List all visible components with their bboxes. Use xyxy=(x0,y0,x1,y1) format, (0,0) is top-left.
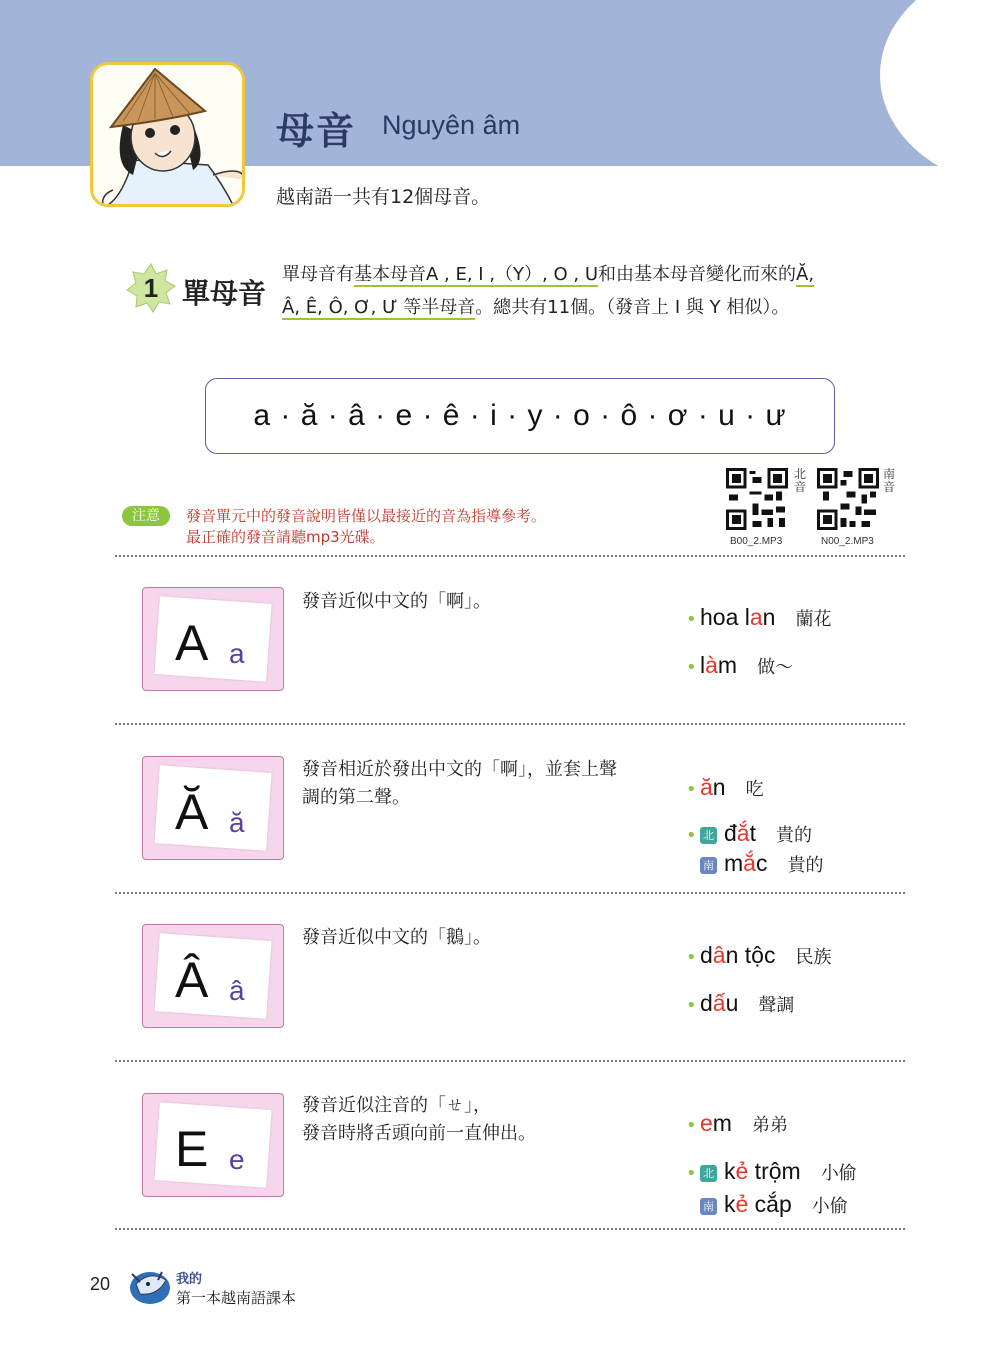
qr-south-label: 南音 xyxy=(883,467,896,494)
example-word: • làm 做～ xyxy=(686,652,794,678)
divider xyxy=(115,892,905,894)
section-number-badge xyxy=(125,262,177,314)
example-word-north: • 北 kẻ trộm 小偷 xyxy=(686,1158,857,1184)
intro-text: 越南語一共有12個母音。 xyxy=(276,186,491,208)
section-number: 1 xyxy=(143,273,159,303)
vowel-card-a xyxy=(142,587,284,691)
vowel-card-lower: a xyxy=(229,638,245,669)
example-word-south: 南 mắc 貴的 xyxy=(700,850,823,877)
south-region-icon: 南 xyxy=(700,857,717,874)
qr-north-file: B00_2.MP3 xyxy=(730,536,783,547)
south-region-icon: 南 xyxy=(700,1198,717,1215)
page-number: 20 xyxy=(90,1274,111,1294)
divider xyxy=(115,1060,905,1062)
example-word: • ăn 吃 xyxy=(686,774,764,800)
mascot-illustration xyxy=(90,62,245,207)
vowel-explanation: 發音近似注音的「ㄝ」， 發音時將舌頭向前一直伸出。 xyxy=(302,1095,536,1144)
divider xyxy=(115,555,905,557)
divider xyxy=(115,723,905,725)
vowel-card-lower: â xyxy=(229,975,245,1006)
vowel-card-upper: E xyxy=(175,1121,209,1177)
vowel-explanation: 發音近似中文的「啊」。 xyxy=(302,591,491,612)
series-label-small: 我的 xyxy=(176,1272,203,1287)
series-title: 第一本越南語課本 xyxy=(176,1289,297,1307)
example-word-south: 南 kẻ cắp 小偷 xyxy=(700,1191,848,1218)
example-word-north: • 北 đắt 貴的 xyxy=(686,820,812,846)
section-title: 單母音 xyxy=(182,277,267,310)
qr-north-label: 北音 xyxy=(794,467,807,494)
vowel-card-a-circumflex xyxy=(142,924,284,1028)
example-word: • dấu 聲調 xyxy=(686,990,795,1016)
page-title-vietnamese: Nguyên âm xyxy=(382,110,521,140)
vowel-card-lower: e xyxy=(229,1144,245,1175)
note-text: 發音單元中的發音說明皆僅以最接近的音為指導參考。 最正確的發音請聽mp3光碟。 xyxy=(186,507,547,546)
series-logo-icon xyxy=(128,1266,174,1306)
note-badge: 注意 xyxy=(122,506,170,526)
page-title-chinese: 母音 xyxy=(276,109,357,153)
qr-south-file: N00_2.MP3 xyxy=(821,536,874,547)
example-word: • dân tộc 民族 xyxy=(686,942,832,968)
vowel-list-box: a · ă · â · e · ê · i · y · o · ô · ơ · u · ư xyxy=(205,378,835,454)
vowel-card-a-breve xyxy=(142,756,284,860)
vowel-card-upper: Ă xyxy=(175,784,209,840)
vowel-card-upper: A xyxy=(175,615,209,671)
vowel-card-e xyxy=(142,1093,284,1197)
qr-code-north[interactable] xyxy=(726,468,788,534)
north-region-icon: 北 xyxy=(700,827,717,844)
vowel-card-lower: ă xyxy=(229,807,245,838)
qr-code-south[interactable] xyxy=(817,468,879,534)
north-region-icon: 北 xyxy=(700,1165,717,1182)
example-word: • em 弟弟 xyxy=(686,1110,788,1136)
section-description: 單母音有基本母音A , E, I ,（Y）, O , U和由基本母音變化而來的Ă, Â, Ê, Ô, Ơ, Ư 等半母音。總共有11個。（發音上 I 與 Y 相似）。 xyxy=(282,264,815,318)
vowel-explanation: 發音相近於發出中文的「啊」，並套上聲 調的第二聲。 xyxy=(302,759,617,808)
divider xyxy=(115,1228,905,1230)
vowel-explanation: 發音近似中文的「鵝」。 xyxy=(302,927,491,948)
vowel-card-upper: Â xyxy=(175,952,209,1008)
example-word: • hoa lan 蘭花 xyxy=(686,604,832,630)
